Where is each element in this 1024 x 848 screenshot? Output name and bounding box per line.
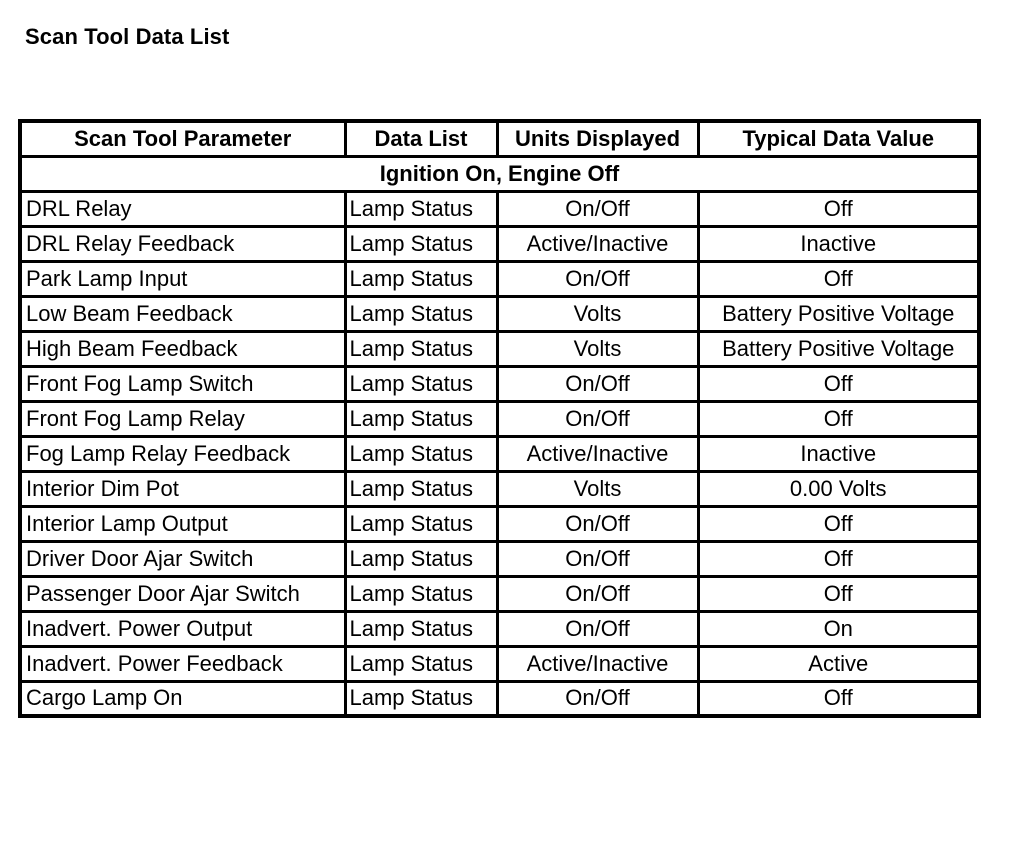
parameter-cell: Inadvert. Power Output (20, 611, 345, 646)
section-header: Ignition On, Engine Off (20, 156, 979, 191)
units-cell: On/Off (497, 611, 698, 646)
parameter-cell: High Beam Feedback (20, 331, 345, 366)
table-row (20, 576, 979, 611)
units-cell: Volts (497, 331, 698, 366)
parameter-cell: Passenger Door Ajar Switch (20, 576, 345, 611)
units-cell: On/Off (497, 576, 698, 611)
data-list-cell: Lamp Status (345, 541, 497, 576)
parameter-cell: Interior Dim Pot (20, 471, 345, 506)
data-list-cell: Lamp Status (345, 506, 497, 541)
typical-value-cell: Inactive (698, 436, 979, 471)
units-cell: On/Off (497, 506, 698, 541)
table-row (20, 541, 979, 576)
data-list-cell: Lamp Status (345, 296, 497, 331)
table-row (20, 611, 979, 646)
parameter-cell: Inadvert. Power Feedback (20, 646, 345, 681)
parameter-cell: Low Beam Feedback (20, 296, 345, 331)
typical-value-cell: Off (698, 261, 979, 296)
data-list-cell: Lamp Status (345, 681, 497, 716)
column-header-parameter: Scan Tool Parameter (20, 121, 345, 156)
typical-value-cell: Off (698, 401, 979, 436)
units-cell: On/Off (497, 541, 698, 576)
table-row (20, 331, 979, 366)
typical-value-cell: On (698, 611, 979, 646)
table-row (20, 191, 979, 226)
data-list-cell: Lamp Status (345, 331, 497, 366)
parameter-cell: Park Lamp Input (20, 261, 345, 296)
typical-value-cell: Inactive (698, 226, 979, 261)
parameter-cell: Fog Lamp Relay Feedback (20, 436, 345, 471)
data-list-cell: Lamp Status (345, 366, 497, 401)
table-row (20, 681, 979, 716)
typical-value-cell: Off (698, 681, 979, 716)
units-cell: Active/Inactive (497, 436, 698, 471)
parameter-cell: DRL Relay Feedback (20, 226, 345, 261)
typical-value-cell: Off (698, 506, 979, 541)
table-row (20, 261, 979, 296)
typical-value-cell: Battery Positive Voltage (698, 296, 979, 331)
table-row (20, 366, 979, 401)
table-row (20, 506, 979, 541)
table-row (20, 296, 979, 331)
column-header-typical-value: Typical Data Value (698, 121, 979, 156)
units-cell: On/Off (497, 401, 698, 436)
data-list-cell: Lamp Status (345, 576, 497, 611)
column-header-data-list: Data List (345, 121, 497, 156)
units-cell: On/Off (497, 261, 698, 296)
units-cell: Volts (497, 471, 698, 506)
table-header-row (20, 121, 979, 156)
data-list-cell: Lamp Status (345, 611, 497, 646)
units-cell: On/Off (497, 366, 698, 401)
scan-tool-data-table (18, 119, 981, 718)
typical-value-cell: Battery Positive Voltage (698, 331, 979, 366)
units-cell: On/Off (497, 681, 698, 716)
parameter-cell: Driver Door Ajar Switch (20, 541, 345, 576)
typical-value-cell: Off (698, 576, 979, 611)
column-header-units: Units Displayed (497, 121, 698, 156)
typical-value-cell: Off (698, 541, 979, 576)
data-list-cell: Lamp Status (345, 191, 497, 226)
units-cell: Active/Inactive (497, 646, 698, 681)
data-list-cell: Lamp Status (345, 401, 497, 436)
page-title: Scan Tool Data List (25, 24, 230, 49)
typical-value-cell: 0.00 Volts (698, 471, 979, 506)
section-row (20, 156, 979, 191)
table-row (20, 226, 979, 261)
parameter-cell: Cargo Lamp On (20, 681, 345, 716)
data-list-cell: Lamp Status (345, 646, 497, 681)
data-list-cell: Lamp Status (345, 261, 497, 296)
data-list-cell: Lamp Status (345, 471, 497, 506)
units-cell: Active/Inactive (497, 226, 698, 261)
parameter-cell: Front Fog Lamp Switch (20, 366, 345, 401)
table-row (20, 646, 979, 681)
data-list-cell: Lamp Status (345, 436, 497, 471)
table-row (20, 471, 979, 506)
units-cell: Volts (497, 296, 698, 331)
parameter-cell: Interior Lamp Output (20, 506, 345, 541)
parameter-cell: Front Fog Lamp Relay (20, 401, 345, 436)
table-row (20, 401, 979, 436)
typical-value-cell: Off (698, 366, 979, 401)
typical-value-cell: Active (698, 646, 979, 681)
data-list-cell: Lamp Status (345, 226, 497, 261)
parameter-cell: DRL Relay (20, 191, 345, 226)
typical-value-cell: Off (698, 191, 979, 226)
units-cell: On/Off (497, 191, 698, 226)
table-row (20, 436, 979, 471)
